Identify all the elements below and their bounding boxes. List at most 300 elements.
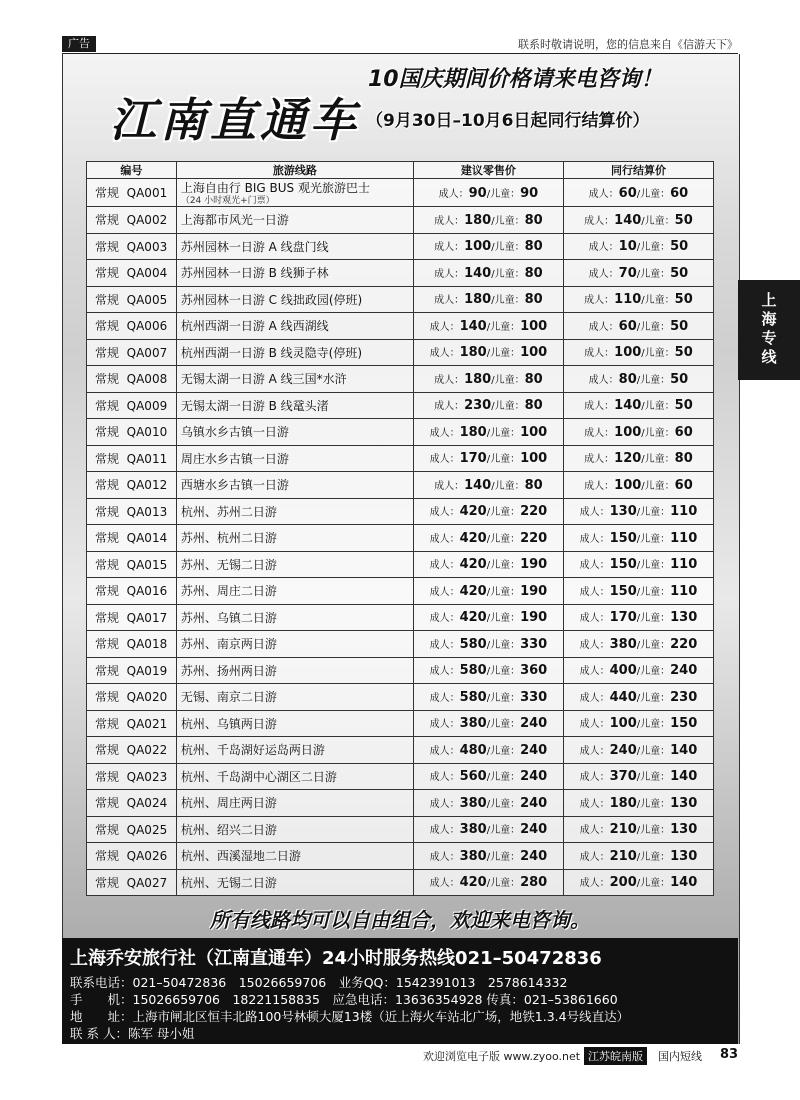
peer-price [563,763,713,790]
route-type: 常规 [95,849,120,864]
retail-child: 240 [520,848,548,864]
route-name: 上海自由行 BIG BUS 观光旅游巴士 [180,181,370,195]
table-row [87,419,714,446]
child-label: /儿童： [636,692,671,704]
peer-adult: 210 [609,848,637,864]
peer-adult: 100 [609,716,637,732]
child-label: /儿童： [491,295,525,307]
peer-adult: 170 [609,610,637,626]
child-label: /儿童： [486,454,521,466]
retail-adult: 380 [459,716,487,732]
route-id: QA015 [126,557,168,572]
route-id: QA021 [126,716,168,731]
route-cell [176,843,413,870]
peer-child: 230 [670,689,698,705]
route-name: 杭州、西溪湿地二日游 [180,849,301,864]
child-label: /儿童： [486,613,521,625]
route-cell [176,631,413,658]
retail-child: 100 [520,345,548,361]
route-id: QA018 [126,637,168,652]
route-type: 常规 [95,743,120,758]
retail-child: 240 [520,769,548,785]
retail-child: 190 [520,557,548,573]
route-cell [176,869,413,896]
table-row [87,869,714,896]
route-id: QA013 [126,504,168,519]
address-line: 地 址：上海市闸北区恒丰北路100号林顿大厦13楼（近上海火车站北广场，地铁1.3.4号线直达） [70,1009,630,1024]
retail-adult: 420 [459,610,487,626]
route-code [87,472,177,499]
route-code [87,498,177,525]
route-id: QA026 [126,849,168,864]
peer-adult: 60 [618,318,637,334]
route-name: 苏州、无锡二日游 [180,557,277,572]
retail-price [413,366,563,393]
child-label: /儿童： [636,374,671,386]
route-id: QA014 [126,531,168,546]
route-cell [176,366,413,393]
peer-price [563,869,713,896]
route-code [87,179,177,207]
child-label: /儿童： [636,772,671,784]
route-name: 周庄水乡古镇一日游 [180,451,289,466]
route-id: QA016 [126,584,168,599]
route-code [87,445,177,472]
table-row [87,551,714,578]
child-label: /儿童： [636,825,671,837]
retail-price [413,551,563,578]
route-id: QA020 [126,690,168,705]
adult-label: 成人： [429,639,460,651]
route-type: 常规 [95,425,120,440]
retail-child: 330 [520,689,548,705]
retail-child: 240 [520,795,548,811]
route-cell [176,392,413,419]
route-cell [176,551,413,578]
retail-price [413,207,563,234]
peer-adult: 380 [609,636,637,652]
adult-label: 成人： [588,321,619,333]
retail-child: 240 [520,742,548,758]
peer-child: 130 [670,610,698,626]
agency-hotline: 上海乔安旅行社（江南直通车）24小时服务热线021–50472836 [70,948,602,969]
header-retail: 建议零售价 [413,162,563,179]
peer-price [563,207,713,234]
adult-label: 成人： [588,374,619,386]
peer-child: 50 [670,239,689,255]
peer-child: 130 [670,848,698,864]
child-label: /儿童： [641,427,675,439]
route-code [87,843,177,870]
peer-adult: 100 [614,345,642,361]
peer-price [563,578,713,605]
table-row [87,339,714,366]
route-id: QA017 [126,610,168,625]
route-name: 无锡、南京二日游 [180,690,277,705]
table-row [87,631,714,658]
peer-child: 50 [674,212,693,228]
route-cell [176,710,413,737]
route-id: QA022 [126,743,168,758]
route-name: 苏州、杭州二日游 [180,531,277,546]
child-label: /儿童： [486,639,521,651]
page-number: 83 [720,1047,739,1062]
retail-price [413,525,563,552]
child-label: /儿童： [641,454,675,466]
table-row [87,445,714,472]
retail-child: 240 [520,716,548,732]
table-header-row [87,162,714,179]
adult-label: 成人： [434,215,465,227]
retail-adult: 170 [459,451,487,467]
table-row [87,260,714,287]
contact-phone: 联系电话：021–50472836 15026659706 业务QQ：1542391013 2578614332 [70,975,568,990]
route-cell [176,233,413,260]
route-type: 常规 [95,557,120,572]
retail-adult: 380 [459,848,487,864]
route-id: QA009 [126,398,168,413]
route-type: 常规 [95,213,120,228]
route-cell [176,286,413,313]
peer-child: 140 [670,769,698,785]
peer-adult: 150 [609,530,637,546]
top-bar [62,36,738,54]
adult-label: 成人： [429,321,460,333]
mobile-line: 手 机：15026659706 18221158835 应急电话：13636354928 传真：021–53861660 [70,992,618,1007]
route-code [87,366,177,393]
route-name: 苏州、乌镇二日游 [180,610,277,625]
contact-footer [62,938,738,1044]
route-name: 无锡太湖一日游 B 线鼋头渚 [180,398,329,413]
route-code [87,657,177,684]
headline: 10国庆期间价格请来电咨询！ [368,67,663,92]
route-id: QA027 [126,875,168,890]
route-name: 杭州、无锡二日游 [180,875,277,890]
adult-label: 成人： [429,825,460,837]
route-type: 常规 [95,398,120,413]
route-name: 杭州、千岛湖好运岛两日游 [180,743,325,758]
retail-child: 80 [524,371,543,387]
peer-child: 60 [674,424,693,440]
retail-child: 80 [524,398,543,414]
peer-child: 50 [674,345,693,361]
peer-child: 50 [674,292,693,308]
retail-price [413,657,563,684]
retail-price [413,472,563,499]
table-row [87,313,714,340]
child-label: /儿童： [486,798,521,810]
route-name: 杭州西湖一日游 A 线西湖线 [180,319,329,334]
retail-child: 80 [524,212,543,228]
retail-adult: 420 [459,504,487,520]
child-label: /儿童： [486,851,521,863]
peer-price [563,657,713,684]
child-label: /儿童： [486,427,521,439]
route-id: QA012 [126,478,168,493]
child-label: /儿童： [486,772,521,784]
peer-child: 80 [674,451,693,467]
adult-label: 成人： [579,666,610,678]
peer-child: 50 [670,371,689,387]
peer-child: 130 [670,822,698,838]
route-name: 杭州西湖一日游 B 线灵隐寺(停班) [180,345,363,360]
peer-price [563,419,713,446]
table-row [87,816,714,843]
retail-child: 360 [520,663,548,679]
adult-label: 成人： [579,507,610,519]
retail-adult: 90 [468,185,487,201]
peer-child: 110 [670,583,698,599]
adult-label: 成人： [579,586,610,598]
route-type: 常规 [95,319,120,334]
peer-adult: 10 [618,239,637,255]
header-code: 编号 [87,162,177,179]
table-row [87,843,714,870]
adult-label: 成人： [429,745,460,757]
child-label: /儿童： [486,666,521,678]
peer-price [563,737,713,764]
route-id: QA008 [126,372,168,387]
route-cell [176,339,413,366]
retail-adult: 180 [459,424,487,440]
route-name: 乌镇水乡古镇一日游 [180,425,289,440]
table-row [87,286,714,313]
retail-adult: 420 [459,875,487,891]
adult-label: 成人： [584,215,615,227]
ad-tag: 广告 [62,36,96,52]
adult-label: 成人： [579,878,610,890]
route-id: QA019 [126,663,168,678]
adult-label: 成人： [429,454,460,466]
peer-child: 50 [670,318,689,334]
peer-child: 60 [670,185,689,201]
route-cell [176,260,413,287]
route-id: QA010 [126,425,168,440]
adult-label: 成人： [429,851,460,863]
peer-child: 50 [674,398,693,414]
retail-adult: 100 [464,239,492,255]
peer-child: 140 [670,875,698,891]
route-code [87,339,177,366]
peer-adult: 440 [609,689,637,705]
child-label: /儿童： [636,242,671,254]
adult-label: 成人： [579,639,610,651]
retail-price [413,843,563,870]
peer-child: 110 [670,557,698,573]
peer-price [563,233,713,260]
adult-label: 成人： [579,533,610,545]
table-row [87,525,714,552]
child-label: /儿童： [486,692,521,704]
route-cell [176,604,413,631]
peer-adult: 140 [614,212,642,228]
child-label: /儿童： [636,586,671,598]
route-code [87,790,177,817]
table-row [87,392,714,419]
adult-label: 成人： [579,851,610,863]
route-type: 常规 [95,769,120,784]
peer-adult: 200 [609,875,637,891]
retail-adult: 480 [459,742,487,758]
route-type: 常规 [95,637,120,652]
retail-price [413,339,563,366]
child-label: /儿童： [486,533,521,545]
peer-adult: 150 [609,583,637,599]
table-row [87,684,714,711]
adult-label: 成人： [434,268,465,280]
peer-adult: 210 [609,822,637,838]
peer-price [563,843,713,870]
table-row [87,207,714,234]
route-cell [176,657,413,684]
route-type: 常规 [95,292,120,307]
table-row [87,657,714,684]
table-row [87,737,714,764]
peer-adult: 70 [618,265,637,281]
retail-adult: 180 [464,212,492,228]
retail-child: 280 [520,875,548,891]
child-label: /儿童： [641,480,675,492]
route-type: 常规 [95,478,120,493]
adult-label: 成人： [429,666,460,678]
peer-price [563,790,713,817]
adult-label: 成人： [579,560,610,572]
adult-label: 成人： [588,188,619,200]
route-id: QA002 [126,213,168,228]
retail-child: 80 [524,477,543,493]
table-row [87,763,714,790]
route-name: 上海都市风光一日游 [180,213,289,228]
route-id: QA024 [126,796,168,811]
retail-adult: 230 [464,398,492,414]
header-peer: 同行结算价 [563,162,713,179]
route-type: 常规 [95,822,120,837]
route-name: 无锡太湖一日游 A 线三国*水浒 [180,372,347,387]
route-code [87,816,177,843]
retail-adult: 140 [464,265,492,281]
peer-price [563,392,713,419]
adult-label: 成人： [588,268,619,280]
site-link[interactable]: 欢迎浏览电子版 www.zyoo.net [423,1050,581,1063]
child-label: /儿童： [636,613,671,625]
peer-price [563,816,713,843]
route-type: 常规 [95,372,120,387]
route-name: 杭州、苏州二日游 [180,504,277,519]
route-id: QA005 [126,292,168,307]
route-type: 常规 [95,875,120,890]
adult-label: 成人： [429,427,460,439]
route-code [87,207,177,234]
peer-adult: 130 [609,504,637,520]
child-label: /儿童： [636,798,671,810]
route-type: 常规 [95,451,120,466]
adult-label: 成人： [584,454,615,466]
retail-price [413,233,563,260]
child-label: /儿童： [486,878,521,890]
adult-label: 成人： [434,374,465,386]
child-label: /儿童： [491,268,525,280]
route-cell [176,419,413,446]
peer-price [563,179,713,207]
retail-child: 90 [520,185,539,201]
peer-adult: 80 [618,371,637,387]
peer-child: 220 [670,636,698,652]
price-table [86,161,714,896]
peer-price [563,260,713,287]
peer-price [563,339,713,366]
route-cell [176,763,413,790]
route-name: 杭州、千岛湖中心湖区二日游 [180,769,337,784]
route-id: QA006 [126,319,168,334]
route-cell [176,684,413,711]
adult-label: 成人： [429,348,460,360]
child-label: /儿童： [636,745,671,757]
table-row [87,472,714,499]
peer-price [563,604,713,631]
route-note: （24 小时观光+门票） [180,196,275,206]
route-type: 常规 [95,186,120,200]
route-name: 苏州园林一日游 C 线拙政园(停班) [180,292,363,307]
child-label: /儿童： [636,188,671,200]
adult-label: 成人： [584,480,615,492]
peer-child: 50 [670,265,689,281]
retail-price [413,179,563,207]
child-label: /儿童： [486,745,521,757]
peer-child: 150 [670,716,698,732]
route-code [87,710,177,737]
adult-label: 成人： [429,613,460,625]
adult-label: 成人： [434,295,465,307]
retail-adult: 420 [459,530,487,546]
table-row [87,790,714,817]
child-label: /儿童： [636,639,671,651]
retail-child: 100 [520,424,548,440]
table-row [87,498,714,525]
adult-label: 成人： [579,798,610,810]
brand-title: 江南直通车 [110,93,360,147]
peer-child: 110 [670,530,698,546]
peer-adult: 100 [614,424,642,440]
route-cell [176,525,413,552]
retail-child: 220 [520,504,548,520]
peer-child: 130 [670,795,698,811]
retail-child: 190 [520,610,548,626]
child-label: /儿童： [636,268,671,280]
child-label: /儿童： [486,321,521,333]
peer-adult: 140 [614,398,642,414]
retail-adult: 140 [459,318,487,334]
route-type: 常规 [95,504,120,519]
retail-adult: 420 [459,557,487,573]
retail-price [413,737,563,764]
retail-adult: 380 [459,822,487,838]
child-label: /儿童： [636,321,671,333]
adult-label: 成人： [429,878,460,890]
route-name: 苏州、扬州两日游 [180,663,277,678]
adult-label: 成人： [584,401,615,413]
route-code [87,578,177,605]
retail-price [413,631,563,658]
peer-adult: 110 [614,292,642,308]
adult-label: 成人： [429,507,460,519]
section-label: 国内短线 [658,1050,702,1063]
route-code [87,525,177,552]
child-label: /儿童： [636,533,671,545]
route-cell [176,737,413,764]
route-cell [176,498,413,525]
retail-child: 80 [524,265,543,281]
route-cell [176,578,413,605]
